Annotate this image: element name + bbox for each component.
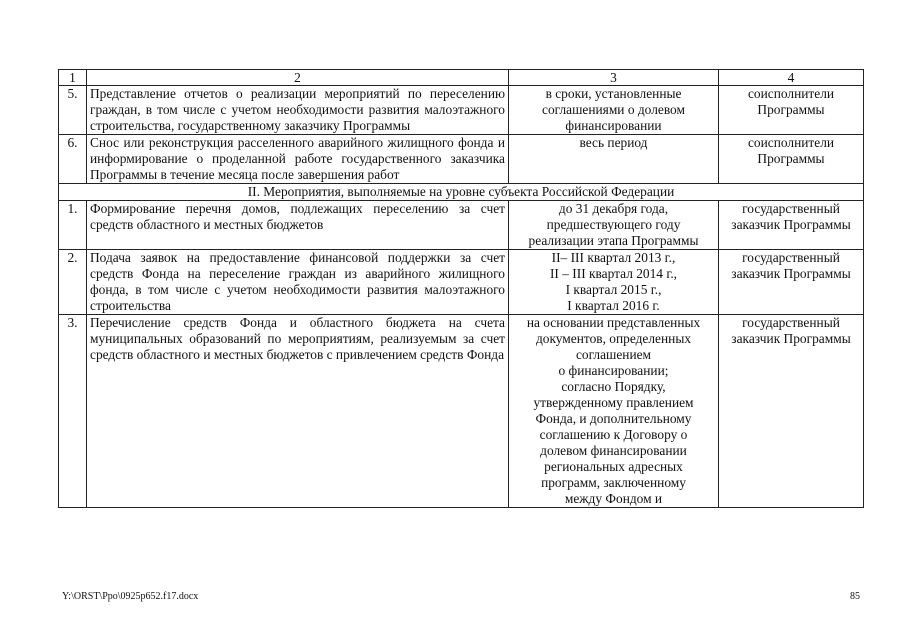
term-line: о финансировании; [558, 363, 669, 378]
responsible-cell [719, 135, 864, 184]
col-number-3: 3 [509, 70, 719, 86]
responsible-line: заказчик Программы [731, 217, 851, 232]
responsible-line: заказчик Программы [731, 266, 851, 281]
term-cell [509, 135, 719, 184]
term-line: I квартал 2015 г., [565, 282, 662, 297]
term-line: на основании представленных [526, 315, 701, 330]
program-measures-table [58, 69, 864, 508]
responsible-line: государственный [742, 201, 840, 216]
term-line: утвержденному правлением [533, 395, 694, 410]
col-number-1: 1 [59, 70, 87, 86]
term-line: предшествующего году [546, 217, 681, 232]
term-cell [509, 86, 719, 135]
measure-description: Представление отчетов о реализации мероприятий по переселению граждан, в том числе с учетом необходимости развития малоэтажного строительства, государственному заказчику Программы [87, 86, 509, 135]
term-line: II– III квартал 2013 г., [551, 250, 676, 265]
measure-description: Снос или реконструкция расселенного аварийного жилищного фонда и информирование о проделанной работе государственного заказчика Программы в течение месяца после завершения работ [87, 135, 509, 184]
term-line: региональных адресных [544, 459, 683, 474]
page-number: 85 [850, 591, 860, 602]
column-number-row [59, 70, 864, 86]
table-row [59, 86, 864, 135]
term-line: II – III квартал 2014 г., [549, 266, 678, 281]
responsible-line: Программы [757, 102, 825, 117]
section-title: II. Мероприятия, выполняемые на уровне субъекта Российской Федерации [59, 184, 864, 201]
term-line: долевом финансировании [540, 443, 687, 458]
responsible-cell [719, 250, 864, 315]
table-row [59, 250, 864, 315]
term-line: I квартал 2016 г. [567, 298, 660, 313]
section-header-row [59, 184, 864, 201]
term-line: Фонда, и дополнительному [535, 411, 692, 426]
term-line: согласно Порядку, [561, 379, 666, 394]
row-number: 1. [59, 201, 87, 250]
responsible-cell [719, 86, 864, 135]
term-line: программ, заключенному [541, 475, 686, 490]
responsible-line: соисполнители [747, 135, 835, 150]
responsible-line: заказчик Программы [731, 331, 851, 346]
term-cell [509, 250, 719, 315]
col-number-2: 2 [87, 70, 509, 86]
term-line: документов, определенных [535, 331, 692, 346]
term-cell [509, 201, 719, 250]
row-number: 5. [59, 86, 87, 135]
measure-description: Подача заявок на предоставление финансовой поддержки за счет средств Фонда на переселение граждан из аварийного жилищного фонда, в том числе с учетом необходимости развития малоэтажного строительства [87, 250, 509, 315]
term-line: реализации этапа Программы [528, 233, 699, 248]
measure-description: Формирование перечня домов, подлежащих переселению за счет средств областного и местных бюджетов [87, 201, 509, 250]
file-path: Y:\ORST\Ppo\0925p652.f17.docx [62, 591, 199, 602]
term-line: до 31 декабря года, [558, 201, 669, 216]
term-line: соглашениями о долевом [542, 102, 685, 117]
col-number-4: 4 [719, 70, 864, 86]
responsible-line: государственный [742, 315, 840, 330]
row-number: 6. [59, 135, 87, 184]
responsible-cell [719, 315, 864, 508]
row-number: 2. [59, 250, 87, 315]
term-line: финансировании [565, 118, 662, 133]
responsible-line: соисполнители [747, 86, 835, 101]
term-line: в сроки, установленные [545, 86, 682, 101]
term-line: соглашением [575, 347, 652, 362]
term-line: соглашению к Договору о [539, 427, 688, 442]
responsible-line: Программы [757, 151, 825, 166]
row-number: 3. [59, 315, 87, 508]
term-cell [509, 315, 719, 508]
responsible-cell [719, 201, 864, 250]
term-line: весь период [579, 135, 648, 150]
measure-description: Перечисление средств Фонда и областного бюджета на счета муниципальных образований по мероприятиям, реализуемым за счет средств областного и местных бюджетов с привлечением средств Фонда [87, 315, 509, 508]
table-row [59, 135, 864, 184]
responsible-line: государственный [742, 250, 840, 265]
table-row [59, 315, 864, 508]
table-row [59, 201, 864, 250]
term-line: между Фондом и [564, 491, 663, 506]
